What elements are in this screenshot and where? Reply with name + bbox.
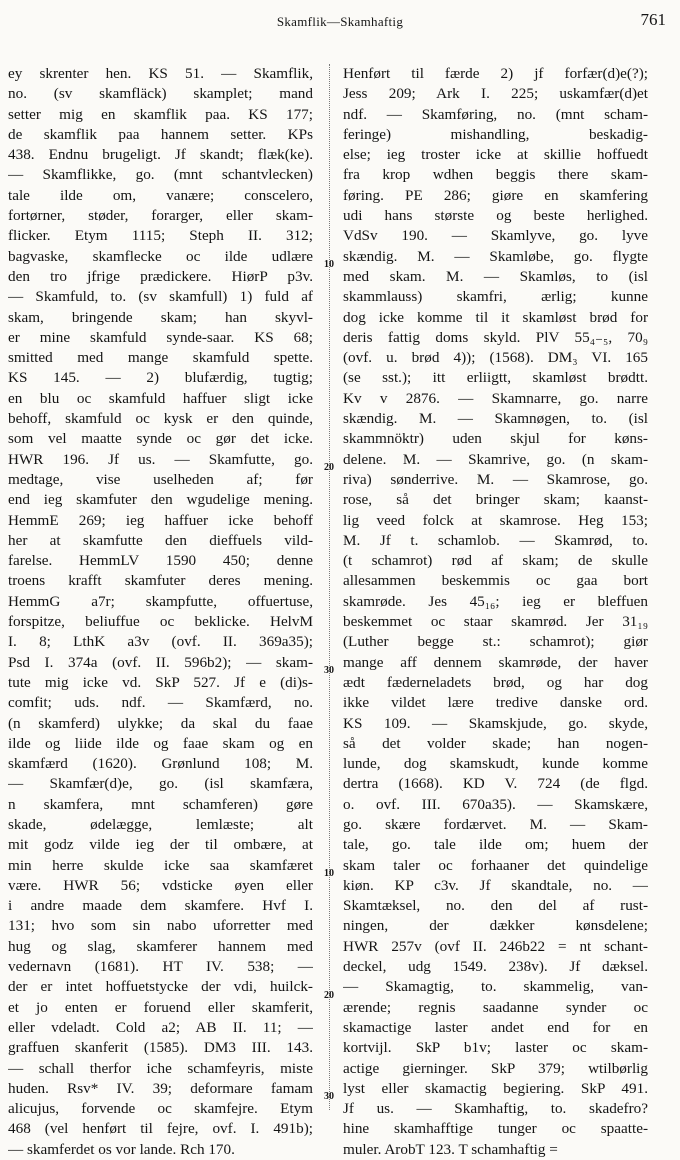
line-number: 30 <box>324 665 334 676</box>
text-line: farelse. HemmLV 1590 450; denne <box>8 552 313 570</box>
text-line: go. skære fordærvet. M. — Skam- <box>343 815 648 833</box>
text-line: mange aff dennem skamrøde, der haver <box>343 653 648 671</box>
text-line: tale ilde om, vanære; conscelero, <box>8 186 313 204</box>
line-number: 20 <box>324 990 334 1001</box>
text-line: behoff, skamfuld oc kysk er den quinde, <box>8 410 313 428</box>
text-line: med skam. M. — Skamløs, to (isl <box>343 267 648 285</box>
text-line: dertra (1668). KD V. 724 (de flgd. <box>343 775 648 793</box>
text-line: Skamtæksel, no. den del af rust- <box>343 897 648 915</box>
text-line: de skamflik paa hannem setter. KPs <box>8 125 313 143</box>
text-line: allesammen beskemmis oc gaa bort <box>343 572 648 590</box>
text-line: kortvijl. SkP b1v; laster oc skam- <box>343 1039 648 1057</box>
line-number: 30 <box>324 1091 334 1102</box>
text-line: lyst eller skamactig begiering. SkP 491. <box>343 1079 648 1097</box>
text-line: der er intet hoffuetstycke der vdi, huilck- <box>8 978 313 996</box>
text-line: skam, bringende skam; han skyvl- <box>8 308 313 326</box>
text-line: føring. PE 286; giøre en skamfering <box>343 186 648 204</box>
text-line: rose, så det bringer skam; kaanst- <box>343 491 648 509</box>
text-line: else; ieg troster icke at skillie hoffuedt <box>343 146 648 164</box>
text-line: delene. M. — Skamrive, go. (n skam- <box>343 450 648 468</box>
page-header <box>0 8 680 36</box>
text-line: no. (sv skamfläck) skamplet; mand <box>8 85 313 103</box>
text-line: troens krafft skamfuter deres mening. <box>8 572 313 590</box>
text-line: 131; hvo som sin nabo uforretter med <box>8 917 313 935</box>
text-line: lig veed folck at skamrose. Heg 153; <box>343 511 648 529</box>
text-line: M. Jf t. schamlob. — Skamrød, to. <box>343 531 648 549</box>
text-line: en blu oc skamfuld haffuer sligt icke <box>8 389 313 407</box>
page-number: 761 <box>640 10 666 29</box>
text-line: ilde og liide ilde og faae skam og en <box>8 734 313 752</box>
text-line: Psd I. 374a (ovf. II. 596b2); — skam- <box>8 653 313 671</box>
text-line: KS 109. — Skamskjude, go. skyde, <box>343 714 648 732</box>
text-line: flicker. Etym 1115; Steph II. 312; <box>8 227 313 245</box>
text-line: HemmG a7r; skampfutte, offuertuse, <box>8 592 313 610</box>
text-line: deris fattig doms skyld. PlV 55₄₋₅, 70₉ <box>343 328 648 346</box>
text-line: — Skamfuld, to. (sv skamfull) 1) fuld af <box>8 288 313 306</box>
text-line: — Skamflikke, go. (mnt schantvlecken) <box>8 166 313 184</box>
text-line: er mine skamfuld synde-saar. KS 68; <box>8 328 313 346</box>
text-line: — Skamfær(d)e, go. (isl skamfæra, <box>8 775 313 793</box>
text-line: her at skamfutte den dieffuels vild- <box>8 531 313 549</box>
text-line: (Luther begge st.: schamrot); giør <box>343 633 648 651</box>
left-column <box>8 64 313 1160</box>
text-line: huden. Rsv* IV. 39; deformare famam <box>8 1079 313 1097</box>
text-line: lunde, dog skamskudt, kunde komme <box>343 755 648 773</box>
text-line: forspitze, beliuffue oc beklicke. HelvM <box>8 613 313 631</box>
column-divider <box>329 64 330 1110</box>
text-line: hug og slag, skamferer hannem med <box>8 937 313 955</box>
text-line: vedernavn (1681). HT IV. 538; — <box>8 958 313 976</box>
text-line: ikke vildet lære tredive danske ord. <box>343 694 648 712</box>
text-line: kiøn. KP c3v. Jf skandtale, no. — <box>343 876 648 894</box>
text-line: 438. Endnu brugeligt. Jf skandt; flæk(ke). <box>8 146 313 164</box>
text-line: (se sst.); itt erliigtt, skamløst brødtt. <box>343 369 648 387</box>
text-line: skammnöktr) uden skjul for køns- <box>343 430 648 448</box>
text-line: ndf. — Skamføring, no. (mnt scham- <box>343 105 648 123</box>
text-line: Jf us. — Skamhaftig, to. skadefro? <box>343 1100 648 1118</box>
text-line: (n skamferd) ulykke; da skal du faae <box>8 714 313 732</box>
text-line: skamrøde. Jes 45₁₆; ieg er bleffuen <box>343 592 648 610</box>
text-line: fra krop wdhen beggis there skam- <box>343 166 648 184</box>
text-line: som vel maatte synde oc gør det icke. <box>8 430 313 448</box>
text-line: — schall therfor iche schamfeyris, miste <box>8 1059 313 1077</box>
text-line: et jo enten er foruend eller skamferit, <box>8 998 313 1016</box>
text-line: I. 8; LthK a3v (ovf. II. 369a35); <box>8 633 313 651</box>
text-line: hine skamhafftige tunger oc spaatte- <box>343 1120 648 1138</box>
text-line: tute mig icke vd. SkP 527. Jf e (di)s- <box>8 673 313 691</box>
text-line: ædt fæderneladets brød, og har dog <box>343 673 648 691</box>
text-line: den tro jfrige prædickere. HiørP p3v. <box>8 267 313 285</box>
text-line: riva) sønderrive. M. — Skamrose, go. <box>343 470 648 488</box>
text-line: min herre skulde icke saa skamfæret <box>8 856 313 874</box>
text-line: KS 145. — 2) blufærdig, tugtig; <box>8 369 313 387</box>
text-line: (ovf. u. brød 4)); (1568). DM₃ VI. 165 <box>343 349 648 367</box>
text-line: — Skamagtig, to. skammelig, van- <box>343 978 648 996</box>
text-line: 468 (vel henført til fejre, ovf. I. 491b); <box>8 1120 313 1138</box>
text-line: muler. ArobT 123. T schamhaftig = <box>343 1140 558 1158</box>
text-line: ningen, der dækker kønsdelene; <box>343 917 648 935</box>
text-line: ey skrenter hen. KS 51. — Skamflik, <box>8 65 313 82</box>
text-line: HWR 196. Jf us. — Skamfutte, go. <box>8 450 313 468</box>
text-line: actige gierninger. SkP 379; wtilbørlig <box>343 1059 648 1077</box>
text-line: medtage, vise uselheden af; før <box>8 470 313 488</box>
text-line: setter mig en skamflik paa. KS 177; <box>8 105 313 123</box>
text-line: skamfærd (1620). Grønlund 108; M. <box>8 755 313 773</box>
text-line: o. ovf. III. 670a35). — Skamskære, <box>343 795 648 813</box>
right-column <box>343 64 648 1160</box>
text-line: n skamfera, mnt schamferen) gøre <box>8 795 313 813</box>
text-line: HemmE 269; ieg haffuer icke behoff <box>8 511 313 529</box>
running-head: Skamflik—Skamhaftig <box>276 14 404 29</box>
text-line: mit godz vilde ieg der til ombære, at <box>8 836 313 854</box>
line-number: 20 <box>324 462 334 473</box>
text-line: graffuen skanferit (1585). DM3 III. 143. <box>8 1039 313 1057</box>
text-line: beskemmet oc staar skamrød. Jer 31₁₉ <box>343 613 648 631</box>
text-line: skammlauss) skamfri, ærlig; kunne <box>343 288 648 306</box>
text-line: skade, ødelægge, lemlæste; alt <box>8 815 313 833</box>
text-line: smitted med mange skamfuld spette. <box>8 349 313 367</box>
line-number: 10 <box>324 259 334 270</box>
text-line: skamactige laster andet end for en <box>343 1018 648 1036</box>
text-line: skændig. M. — Skamløbe, go. flygte <box>343 247 648 265</box>
text-line: fortørner, støder, forarger, eller skam- <box>8 207 313 225</box>
text-line: end ieg skamfuter den wgudelige mening. <box>8 491 313 509</box>
text-line: være. HWR 56; vdsticke øyen eller <box>8 876 313 894</box>
text-line: (t schamrot) rød af skam; de skulle <box>343 552 648 570</box>
text-line: så det volder skade; han nogen- <box>343 734 648 752</box>
text-line: Jess 209; Ark I. 225; uskamfær(d)et <box>343 85 648 103</box>
text-line: comfit; uds. ndf. — Skamfærd, no. <box>8 694 313 712</box>
text-line: dog icke komme til it skamløst brød for <box>343 308 648 326</box>
text-line: Kv v 2876. — Skamnarre, go. narre <box>343 389 648 407</box>
text-line: Henført til færde 2) jf forfær(d)e(?); <box>343 65 648 82</box>
text-line: skam taler oc forhaaner det quindelige <box>343 856 648 874</box>
text-line: feringe) mishandling, beskadig- <box>343 125 648 143</box>
text-line: tale, go. tale ilde om; huem der <box>343 836 648 854</box>
text-line: — skamferdet os vor lande. Rch 170. <box>8 1140 235 1158</box>
text-line: i andre maade dem skamfere. Hvf I. <box>8 897 313 915</box>
text-line: deckel, udg 1549. 238v). Jf dæksel. <box>343 958 648 976</box>
text-line: VdSv 190. — Skamlyve, go. lyve <box>343 227 648 245</box>
text-line: skændig. M. — Skamnøgen, to. (isl <box>343 410 648 428</box>
line-number: 10 <box>324 868 334 879</box>
text-line: HWR 257v (ovf II. 246b22 = nt schant- <box>343 937 648 955</box>
text-line: ærende; regnis saadanne synder oc <box>343 998 648 1016</box>
text-line: eller vdeladt. Cold a2; AB II. 11; — <box>8 1018 313 1036</box>
text-line: udi hans største og beste herlighed. <box>343 207 648 225</box>
text-line: alicujus, forvende oc skamfejre. Etym <box>8 1100 313 1118</box>
text-line: bagvaske, skamflecke oc ilde udlære <box>8 247 313 265</box>
